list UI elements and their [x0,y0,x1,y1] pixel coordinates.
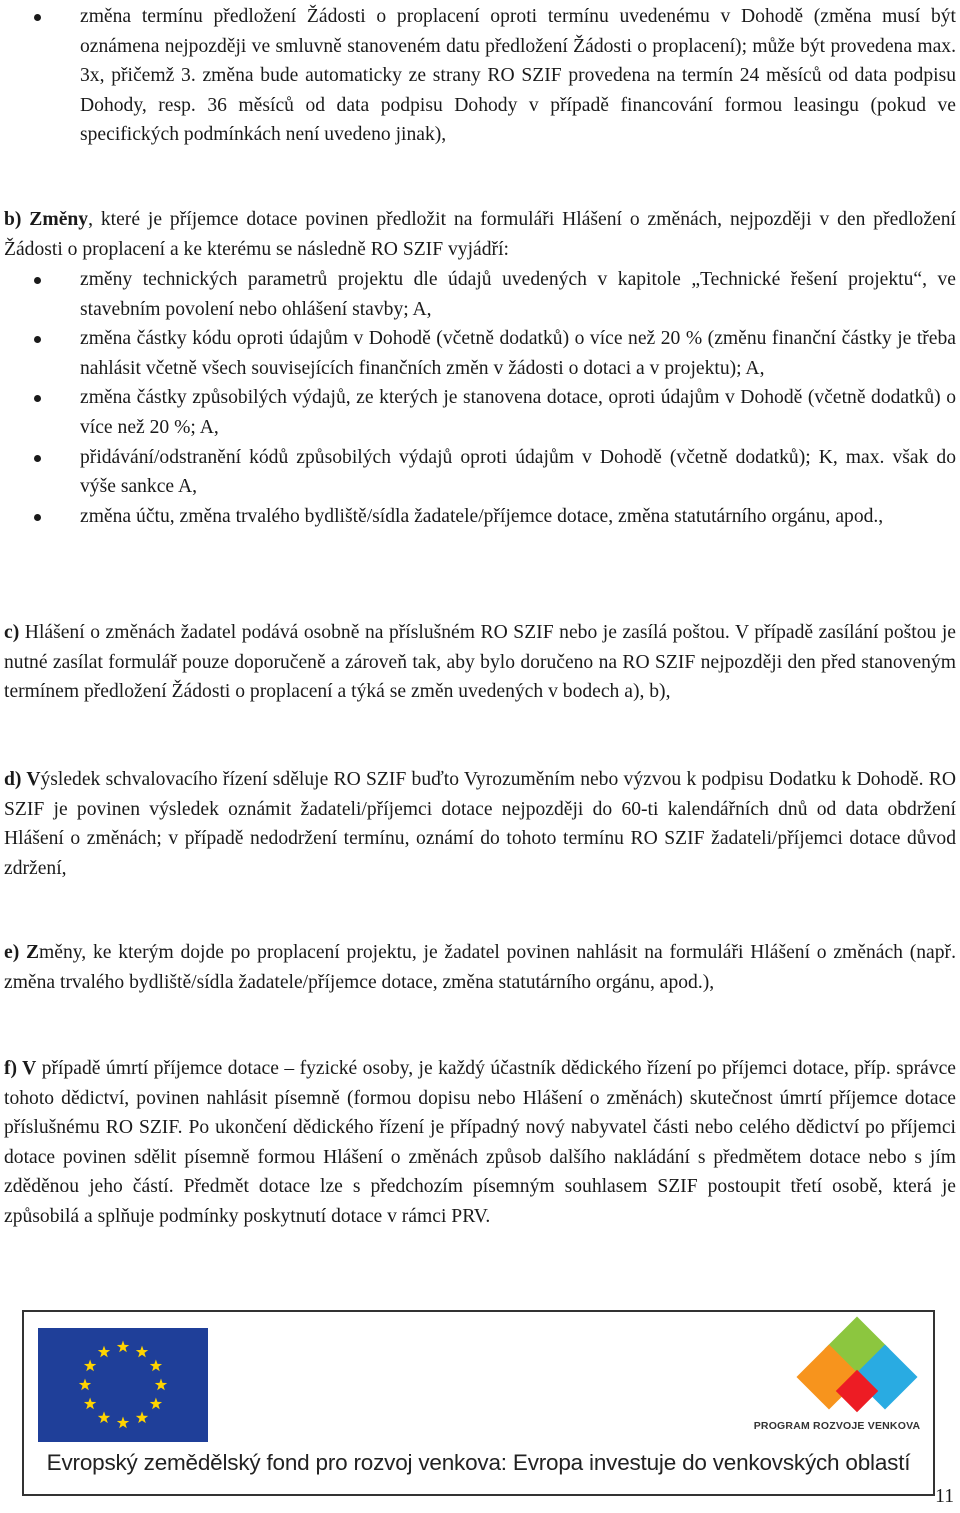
b-bullet-list [0,265,960,531]
paragraph-d [4,765,956,883]
paragraph-text: ýsledek schvalovacího řízení sděluje RO SZIF buďto Vyrozuměním nebo výzvou k podpisu Dodatku k Dohodě. RO SZIF je povinen výsledek oznámit žadateli/příjemci dotace nejpozději do 60-ti kalendářních dnů od data obdržení Hlášení o změnách; v případě nedodržení termínu, oznámí do tohoto termínu RO SZIF žadateli/příjemci dotace důvod zdržení, [4,769,956,879]
paragraph-label: f) V [4,1058,37,1079]
prv-logo-text: PROGRAM ROZVOJE VENKOVA [753,1420,921,1432]
paragraph-label: c) [4,622,20,643]
bullet-icon [34,14,41,21]
paragraph-label: e) Z [4,942,40,963]
bullet-icon [34,336,41,343]
eu-funding-banner [22,1310,935,1496]
list-item [0,265,960,324]
paragraph-label: d) V [4,769,41,790]
paragraph-b [4,205,956,264]
prv-logo [746,1324,926,1444]
paragraph-f [4,1054,956,1232]
list-item [0,443,960,502]
banner-slogan: Evropský zemědělský fond pro rozvoj venkova: Evropa investuje do venkovských oblastí [46,1450,911,1475]
list-item [0,324,960,383]
paragraph-text: měny, ke kterým dojde po proplacení projektu, je žadatel povinen nahlásit na formuláři Hlášení o změnách (např. změna trvalého bydliště/sídla žadatele/příjemce dotace, změna statutárního orgánu, apod.), [4,942,956,993]
list-item-text: přidávání/odstranění kódů způsobilých výdajů oproti údajům v Dohodě (včetně dodatků); K, max. však do výše sankce A, [80,446,956,498]
bullet-icon [34,277,41,284]
paragraph-text: případě úmrtí příjemce dotace – fyzické osoby, je každý účastník dědického řízení po příjemci dotace, příp. správce tohoto dědictví, povinen nahlásit písemně (formou dopisu nebo Hlášení o změnách) skutečnost úmrtí příjemce dotace příslušnému RO SZIF. Po ukončení dědického řízení je případný nový nabyvatel části nebo celého dědictví po příjemci dotace povinen sdělit písemně formou Hlášení o změnách způsob dalšího nakládání s předmětem dotace nebo s jím zděděnou jeho částí. Předmět dotace lze s předchozím písemným souhlasem SZIF postoupit třetí osobě, která je způsobilá a splňuje podmínky poskytnutí dotace v rámci PRV. [4,1058,957,1227]
bullet-icon [34,514,41,521]
eu-flag-graphic [38,1328,208,1442]
bullet-icon [34,455,41,462]
list-item-text: změna účtu, změna trvalého bydliště/sídla žadatele/příjemce dotace, změna statutárního orgánu, apod., [80,505,884,527]
eu-flag-icon [38,1328,208,1442]
paragraph-label: b) Změny [4,209,89,230]
list-item [0,2,960,150]
paragraph-c [4,618,956,707]
list-item-text: změna termínu předložení Žádosti o proplacení oproti termínu uvedenému v Dohodě (změna musí být oznámena nejpozději ve smluvně stanoveném datu předložení Žádosti o proplacení); může být provedena max. 3x, přičemž 3. změna bude automaticky ze strany RO SZIF provedena na termín 24 měsíců od data podpisu Dohody, resp. 36 měsíců od data podpisu Dohody v případě financování formou leasingu (pokud ve specifických podmínkách není uvedeno jinak), [80,6,956,146]
list-item [0,502,960,532]
paragraph-text: Hlášení o změnách žadatel podává osobně na příslušném RO SZIF nebo je zasílá poštou. V případě zasílání poštou je nutné zasílat formulář pouze doporučeně a zároveň tak, aby bylo doručeno na RO SZIF nejpozději den před stanoveným termínem předložení Žádosti o proplacení a týká se změn uvedených v bodech a), b), [4,622,956,703]
top-bullet-list [0,2,960,150]
list-item [0,383,960,442]
list-item-text: změny technických parametrů projektu dle údajů uvedených v kapitole „Technické řešení projektu“, ve stavebním povolení nebo ohlášení stavby; A, [80,269,956,320]
page-number: 11 [935,1486,954,1507]
bullet-icon [34,395,41,402]
list-item-text: změna částky způsobilých výdajů, ze kterých je stanovena dotace, oproti údajům v Dohodě (včetně dodatků) o více než 20 %; A, [80,387,956,438]
paragraph-e [4,938,956,997]
paragraph-text: , které je příjemce dotace povinen předložit na formuláři Hlášení o změnách, nejpozději v den předložení Žádosti o proplacení a ke kterému se následně RO SZIF vyjádří: [4,209,956,260]
list-item-text: změna částky kódu oproti údajům v Dohodě (včetně dodatků) o více než 20 % (změnu finanční částky je třeba nahlásit včetně všech souvisejících finančních změn v žádosti o dotaci a v projektu); A, [80,328,956,379]
